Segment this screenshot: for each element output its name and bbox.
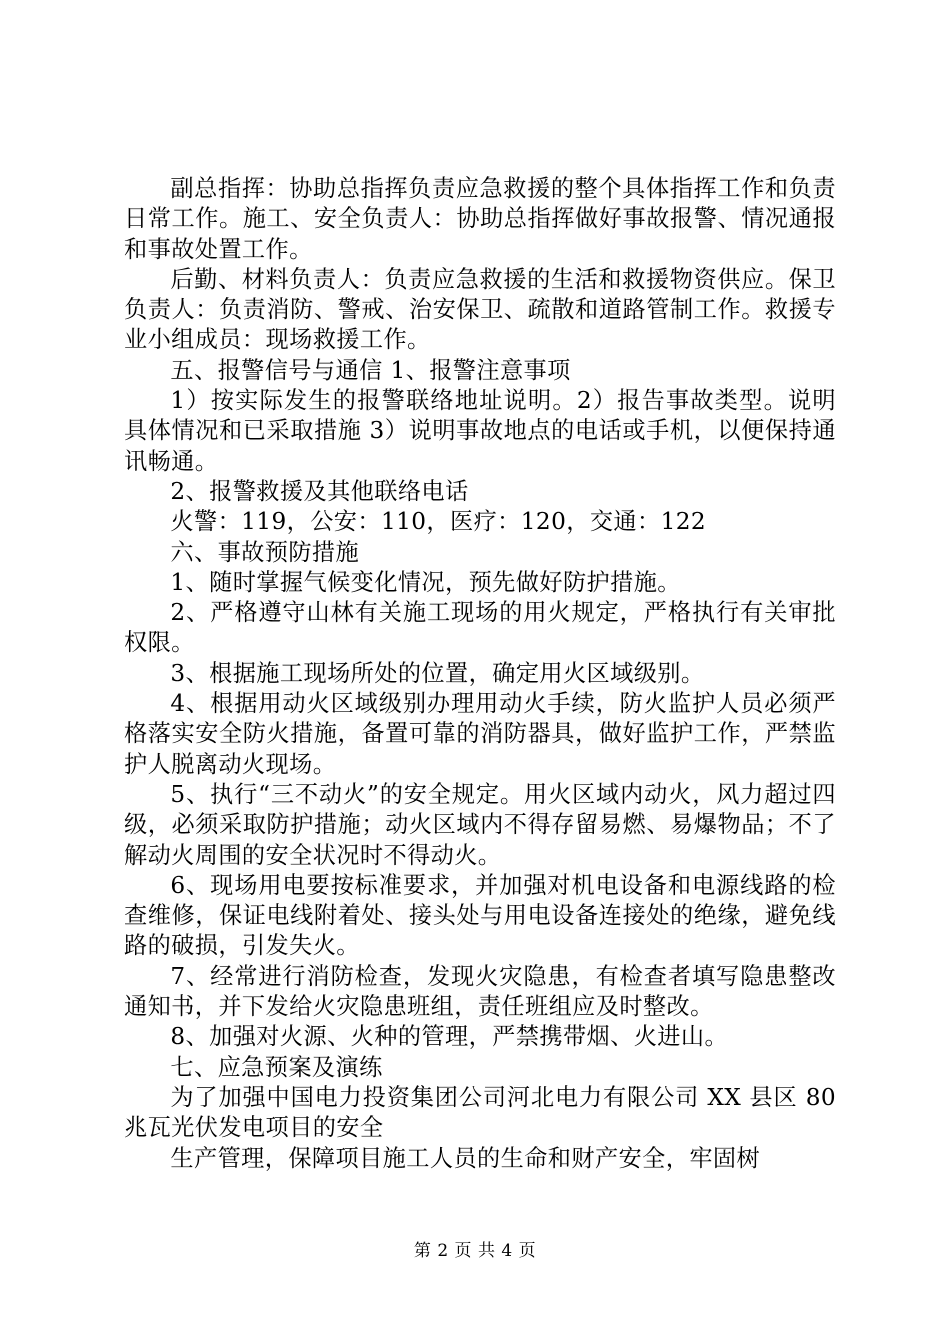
paragraph-deputy-commander: 副总指挥：协助总指挥负责应急救援的整个具体指挥工作和负责日常工作。施工、安全负责人：协助总指挥做好事故报警、情况通报和事故处置工作。 <box>124 175 836 263</box>
paragraph-prevention-8: 8、加强对火源、火种的管理，严禁携带烟、火进山。 <box>170 1023 729 1051</box>
paragraph-alarm-notes: 1）按实际发生的报警联络地址说明。2）报告事故类型。说明具体情况和已采取措施 3）说明事故地点的电话或手机，以便保持通讯畅通。 <box>124 387 836 475</box>
heading-prevention: 六、事故预防措施 <box>170 538 360 566</box>
paragraph-prevention-3: 3、根据施工现场所处的位置，确定用火区域级别。 <box>170 659 705 687</box>
paragraph-phone-numbers: 火警：119，公安：110，医疗：120，交通：122 <box>170 508 707 536</box>
paragraph-emergency-intro: 为了加强中国电力投资集团公司河北电力有限公司 XX 县区 80 兆瓦光伏发电项目的安全 <box>124 1083 836 1142</box>
page-footer: 第 2 页 共 4 页 <box>413 1241 537 1261</box>
paragraph-prevention-6: 6、现场用电要按标准要求，并加强对机电设备和电源线路的检查维修，保证电线附着处、接头处与用电设备连接处的绝缘，避免线路的破损，引发失火。 <box>124 871 836 960</box>
heading-alarm-signal: 五、报警信号与通信 1、报警注意事项 <box>170 356 571 384</box>
document-body <box>124 174 836 1174</box>
paragraph-emergency-continued: 生产管理，保障项目施工人员的生命和财产安全，牢固树 <box>170 1144 761 1172</box>
heading-emergency-plan: 七、应急预案及演练 <box>170 1053 383 1081</box>
paragraph-prevention-4: 4、根据用动火区域级别办理用动火手续，防火监护人员必须严格落实安全防火措施，备置可靠的消防器具，做好监护工作，严禁监护人脱离动火现场。 <box>124 690 836 778</box>
heading-alarm-phones: 2、报警救援及其他联络电话 <box>170 477 469 505</box>
paragraph-prevention-5: 5、执行“三不动火”的安全规定。用火区域内动火，风力超过四级，必须采取防护措施；动火区域内不得存留易燃、易爆物品；不了解动火周围的安全状况时不得动火。 <box>124 780 836 869</box>
paragraph-logistics: 后勤、材料负责人：负责应急救援的生活和救援物资供应。保卫负责人：负责消防、警戒、治安保卫、疏散和道路管制工作。救援专业小组成员：现场救援工作。 <box>124 265 836 354</box>
paragraph-prevention-2: 2、严格遵守山林有关施工现场的用火规定，严格执行有关审批权限。 <box>124 599 836 657</box>
paragraph-prevention-7: 7、经常进行消防检查，发现火灾隐患，有检查者填写隐患整改通知书，并下发给火灾隐患班组，责任班组应及时整改。 <box>124 962 836 1021</box>
paragraph-prevention-1: 1、随时掌握气候变化情况，预先做好防护措施。 <box>170 568 681 596</box>
